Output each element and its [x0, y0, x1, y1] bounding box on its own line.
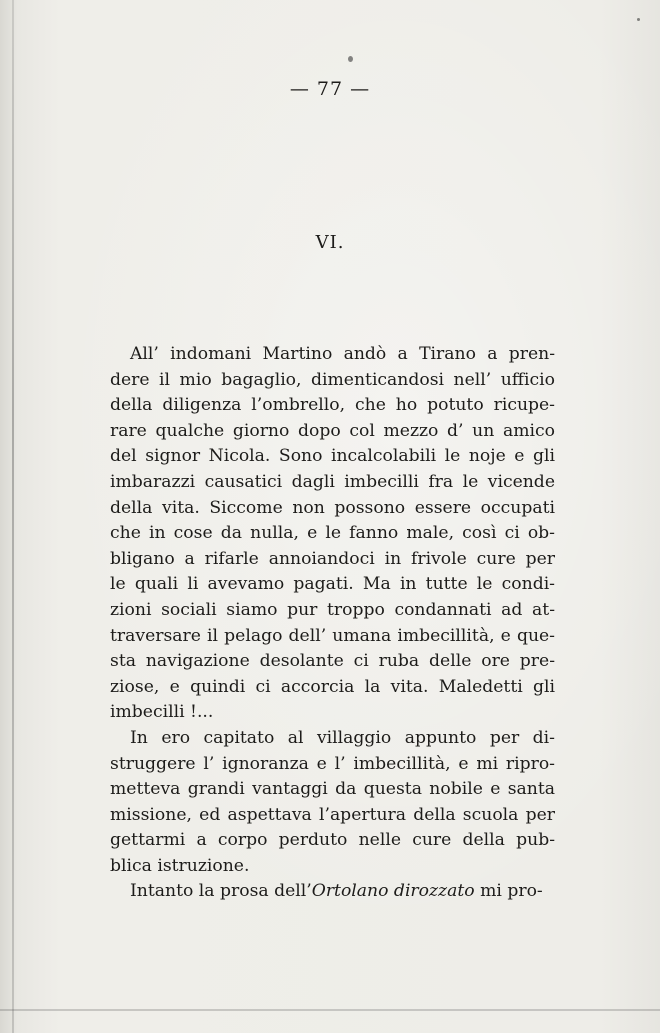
text-line: blica istruzione. [110, 855, 250, 876]
text-line: metteva grandi vantaggi da questa nobile e santa [110, 779, 555, 800]
page-number: — 77 — [289, 78, 371, 100]
text-line: imbarazzi causatici dagli imbecilli fra le vicende [110, 471, 555, 492]
text-run: mi pro- [474, 881, 543, 902]
ink-speck [348, 56, 353, 62]
text-line: le quali li avevamo pagati. Ma in tutte le condi- [110, 574, 555, 595]
text-run: Intanto la prosa dell’ [130, 881, 312, 902]
binding-gutter [12, 0, 14, 1033]
text-line: struggere l’ ignoranza e l’ imbecillità, e mi ripro- [110, 753, 555, 774]
text-line: In ero capitato al villaggio appunto per di- [130, 727, 555, 748]
text-line: dere il mio bagaglio, dimenticandosi nell’ ufficio [110, 369, 555, 390]
paragraph-3 [110, 879, 555, 905]
text-line: rare qualche giorno dopo col mezzo d’ un amico [110, 420, 555, 441]
text-line: gettarmi a corpo perduto nelle cure della pub- [110, 830, 555, 851]
page-bottom-edge [0, 1009, 660, 1011]
text-line: missione, ed aspettava l’apertura della scuola per [110, 804, 555, 825]
text-line: della diligenza l’ombrello, che ho potuto ricupe- [110, 395, 555, 416]
text-line: del signor Nicola. Sono incalcolabili le noje e gli [110, 446, 555, 467]
text-line: All’ indomani Martino andò a Tirano a pren- [130, 344, 555, 364]
text-line: che in cose da nulla, e le fanno male, così ci ob- [110, 523, 555, 544]
text-line: zioni sociali siamo pur troppo condannati ad at- [110, 599, 555, 620]
text-line: imbecilli !... [110, 702, 214, 723]
paragraph-1 [110, 342, 555, 726]
paragraph-2 [110, 726, 555, 880]
text-line: traversare il pelago dell’ umana imbecillità, e que- [110, 625, 555, 646]
body-text [110, 342, 555, 905]
chapter-heading: VI. [315, 232, 345, 253]
text-line: bligano a rifarle annoiandoci in frivole cure per [110, 548, 555, 569]
text-line: ziose, e quindi ci accorcia la vita. Maledetti gli [110, 676, 555, 697]
book-title-italic: Ortolano dirozzato [311, 881, 475, 902]
text-line: della vita. Siccome non possono essere occupati [110, 497, 555, 518]
text-line: sta navigazione desolante ci ruba delle ore pre- [110, 651, 555, 672]
text-line-final [110, 879, 555, 905]
ink-speck [637, 18, 640, 21]
